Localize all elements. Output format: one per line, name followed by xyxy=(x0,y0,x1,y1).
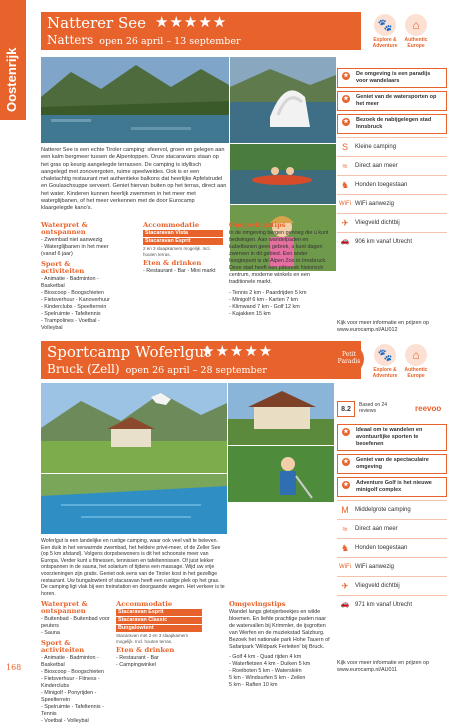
petit-paradis-badge: Petit Paradis xyxy=(334,344,364,374)
wifi-icon: WiFi xyxy=(339,201,351,207)
camp1-photo-lake xyxy=(40,56,228,142)
camp2-subtitle xyxy=(47,362,267,376)
camp2-highlight: ★ Geniet van de spectaculaire omgeving xyxy=(337,454,447,474)
camp2-highlight: ★ Ideaal om te wandelen en avontuurlijke sporten te beoefenen xyxy=(337,424,447,451)
list-item: - Zwembad niet aanwezig xyxy=(41,237,103,243)
camp2-accom-title: Accommodatie xyxy=(116,600,173,608)
authentic-europe-icon: ⌂ xyxy=(405,344,427,366)
camp2-facility: 🚗 971 km vanaf Utrecht xyxy=(337,595,447,614)
camp2-open-dates: open 26 april – 28 september xyxy=(125,365,267,376)
camp1-features xyxy=(337,68,447,251)
camp2-env-title: Omgevingstips xyxy=(229,600,286,608)
rating-label: Based on 24 reviews xyxy=(359,402,388,414)
camp1-facility: WiFi WiFi aanwezig xyxy=(337,194,447,213)
camp2-food-title: Eten & drinken xyxy=(116,646,175,654)
camp2-facility: ✈ Vliegveld dichtbij xyxy=(337,576,447,595)
camp2-photo-pool xyxy=(40,473,226,533)
highlight-icon: ★ xyxy=(343,73,349,79)
airport-icon: ✈ xyxy=(341,218,349,228)
camp2-photo-mountains xyxy=(40,382,226,472)
camp2-more-info: Kijk voor meer informatie en prijzen op www.eurocamp.nl/AU011 xyxy=(337,660,429,673)
camp2-photo-chalet xyxy=(227,382,333,444)
camp2-sport-title: Sport & activiteiten xyxy=(41,639,85,654)
camp2-col-water-sport-list xyxy=(41,598,113,725)
camp2-facility: WiFi WiFi aanwezig xyxy=(337,557,447,576)
camp1-highlight: ★ Bezoek de nabijgelegen stad Innsbruck xyxy=(337,114,447,134)
highlight-icon: ★ xyxy=(343,482,349,488)
camp2-photo-golf xyxy=(227,445,333,501)
list-item: - Roeiboten 5 km - Waterskiën xyxy=(229,668,302,674)
dog-icon: ♞ xyxy=(340,543,350,553)
accom-item: Stacaravan Esprit xyxy=(116,609,202,616)
highlight-icon: ★ xyxy=(343,459,349,465)
list-item: - Bioscoop - Boogschieten xyxy=(41,669,104,675)
page-number: 168 xyxy=(6,663,22,672)
camp1-accom-note: 2 en 3 slaapkamers mogelijk. Incl. houten terras. xyxy=(143,246,211,257)
country-side-tab xyxy=(0,0,26,120)
camp1-more-info: Kijk voor meer informatie en prijzen op www.eurocamp.nl/AU012 xyxy=(337,320,429,333)
camp1-tag-authentic xyxy=(402,14,430,49)
camp1-header xyxy=(41,12,361,50)
explore-adventure-icon: 🐾 xyxy=(374,344,396,366)
list-item: - Waterfietsen 4 km - Duiken 5 km xyxy=(229,661,311,667)
list-item: - Golf 4 km - Quad rijden 4 km xyxy=(229,654,302,660)
list-item: - Fietsverhuur - Fitness - Kinderclubs xyxy=(41,676,100,689)
camp2-tag-authentic-label: Authentic Europe xyxy=(404,367,428,379)
camp1-tag-explore xyxy=(371,14,399,49)
list-item: - Minigolf 6 km - Karten 7 km xyxy=(229,297,298,303)
camp1-facility: 🚗 906 km vanaf Utrecht xyxy=(337,232,447,251)
accom-item: Stacaravan Classic xyxy=(116,617,202,624)
list-item: - Trampolines - Voetbal - Volleybal xyxy=(41,318,100,331)
airport-icon: ✈ xyxy=(341,581,349,591)
list-item: - Bioscoop - Boogschieten xyxy=(41,290,104,296)
camp2-col-env xyxy=(229,598,333,689)
list-item: - Minigolf - Ponyrijden - Speelterrein xyxy=(41,690,97,703)
camp1-name: Natterer See xyxy=(47,14,147,32)
highlight-icon: ★ xyxy=(343,429,349,435)
accom-item: Bungalowtent xyxy=(116,625,202,632)
list-item: - Restaurant - Bar xyxy=(116,655,159,661)
camp1-location: Natters xyxy=(47,33,94,47)
camp1-highlight: ★ Geniet van de watersporten op het meer xyxy=(337,91,447,111)
highlight-icon: ★ xyxy=(343,96,349,102)
camp1-col-water-sport xyxy=(41,219,111,332)
camp1-facility: ✈ Vliegveld dichtbij xyxy=(337,213,447,232)
camp2-col-accom-food xyxy=(116,598,202,669)
camping-size-icon: M xyxy=(341,505,349,515)
car-icon: 🚗 xyxy=(340,238,350,245)
camp2-facility: ≈ Direct aan meer xyxy=(337,519,447,538)
list-item: 5 km - Windsurfen 5 km - Zeilen xyxy=(229,675,306,681)
sea-icon: ≈ xyxy=(342,524,348,534)
accom-item: Stacaravan Esprit xyxy=(143,238,223,245)
list-item: - Waterglijbanen in het meer (vanaf 6 jaar) xyxy=(41,244,109,257)
camp2-header xyxy=(41,341,361,379)
list-item: - Fietsverhuur - Kanoverhuur xyxy=(41,297,110,303)
car-icon: 🚗 xyxy=(340,601,350,608)
highlight-icon: ★ xyxy=(343,119,349,125)
authentic-europe-icon: ⌂ xyxy=(405,14,427,36)
list-item: - Campingwinkel xyxy=(116,662,156,668)
camp1-env-title: Omgevingstips xyxy=(229,221,286,229)
camp1-col-accom-food xyxy=(143,219,223,275)
list-item: - Spelruimte - Tafeltennis - Tennis xyxy=(41,704,104,717)
camp1-description: Natterer See is een echte Tiroler camping: sfeervol, groen en gelegen aan een kalm bergmeer tussen de Alpentoppen. Onze stacaravans staan op het gras op keurig aangelegde terrassen. De camping is idyllisch aangelegd met zonovergoten, ruime speelweides. Ook is er een chaletachtig restaurant met authentieke balkons dat heerlijke Apfelstrudel en Goulaschsuppe serveert. Geniet hiervan buiten op het terras, direct aan het water. Kinderen kunnen heerlijk zwemmen in het meer met waterglijbanen, of het meer verkennen met de door Eurocamp klaargelegde kano's. xyxy=(41,147,227,212)
list-item: - Voetbal - Volleybal xyxy=(41,718,89,724)
camp1-photo-slide xyxy=(229,56,335,142)
camp1-open-dates: open 26 april – 13 september xyxy=(99,36,241,47)
camp1-photo-canoe xyxy=(229,143,335,203)
camp1-water-title: Waterpret & ontspannen xyxy=(41,221,88,236)
camp2-tag-explore-label: Explore & Adventure xyxy=(372,367,398,379)
camp2-rating xyxy=(337,401,449,421)
list-item: 5 km - Raften 10 km xyxy=(229,682,278,688)
camp2-accom-note: Stacaravan met 2 en 3 slaapkamers mogelijk. Incl. houten terras. xyxy=(116,633,189,644)
camp2-env-text: Wandel langs gletsjerbeekjes en wilde bloemen. En liefde prachtige paden naar de watervallen bij Krimmler, de ijsgrotten van Werfen en de muziekstad Salzburg. Bezoek het nationale park Hohe Tauern of Safaripark 'Wildpark Ferleiten' bij Bruck. xyxy=(229,609,330,650)
camping-size-icon: S xyxy=(341,142,348,152)
list-item: - Animatie - Badminton - Basketbal xyxy=(41,655,99,668)
camp2-facility: ♞ Honden toegestaan xyxy=(337,538,447,557)
camp2-highlight: ★ Adventure Golf is het nieuwe minigolf complex xyxy=(337,477,447,497)
sea-icon: ≈ xyxy=(342,161,348,171)
camp1-env-text: In de omgeving bergen genoeg die u kunt bedwingen. Aan wandelpaden en kabelbanen geen gebrek, u kunt dagen zwerven in dit gebied. Een ander hoogtepunt is de Alpen Zoo in Innsbruck. Deze stad heeft een pittoresk historisch centrum, moderne winkels en een traditionele markt. xyxy=(229,230,329,285)
list-item: - Klimwand 7 km - Golf 12 km xyxy=(229,304,300,310)
camp1-stars: ★★★★★ xyxy=(155,14,228,31)
camp1-subtitle xyxy=(47,33,241,47)
camp1-highlight: ★ De omgeving is een paradijs voor wandelaars xyxy=(337,68,447,88)
camp1-tag-explore-label: Explore & Adventure xyxy=(372,37,398,49)
camp1-facility: S Kleine camping xyxy=(337,137,447,156)
camp2-features xyxy=(337,424,447,614)
camp2-name: Sportcamp Woferlgut xyxy=(47,343,211,361)
camp1-food-title: Eten & drinken xyxy=(143,259,202,267)
camp2-facility: M Middelgrote camping xyxy=(337,500,447,519)
reevoo-logo: reevoo xyxy=(415,404,442,413)
country-label: Oostenrijk xyxy=(4,47,19,112)
list-item: - Spelruimte - Tafeltennis xyxy=(41,311,101,317)
camp2-tag-authentic xyxy=(402,344,430,379)
camp2-location: Bruck (Zell) xyxy=(47,362,120,376)
list-item: - Restaurant - Bar - Mini markt xyxy=(143,268,216,274)
list-item: - Kinderclubs - Speelterrein xyxy=(41,304,107,310)
camp1-accom-title: Accommodatie xyxy=(143,221,200,229)
list-item: - Animatie - Badminton - Basketbal xyxy=(41,276,99,289)
camp1-col-env xyxy=(229,219,333,318)
rating-score: 8.2 xyxy=(337,401,355,417)
accom-item: Stacaravan Vista xyxy=(143,230,223,237)
camp2-description: Woferlgut is een landelijke en rustige camping, waar ook veel valt te beleven. Een duik in het verwarmde zwembad, het heldere privé-meer, of de Zeller See (op 5 km afstand). Volgens dorpsbewoners is dit het schoonste meer van Europa. Verder kunt u fitnessen, tennissen en tafeltennissen. Of juist lekker ontspannen in de sauna, het solarium of tijdens een massage. Wijd uw vrije voorzieningen zijn gratis. Geniet ook eens van de Tiroler kost in het gezellige restaurant. Uw bungalowtent of stacaravan heeft een rustige plek op het gras. De camping ligt vlak bij een treinstation en doorgaande wegen. Het verkeer is te horen. xyxy=(41,538,225,597)
list-item: - Buitenbad - Buitenbad voor peuters xyxy=(41,616,110,629)
camp1-facility: ≈ Direct aan meer xyxy=(337,156,447,175)
camp1-tag-authentic-label: Authentic Europe xyxy=(404,37,428,49)
list-item: - Tennis 2 km - Paardrijden 5 km xyxy=(229,290,307,296)
camp2-stars: ★★★★★ xyxy=(201,343,274,360)
wifi-icon: WiFi xyxy=(339,564,351,570)
camp2-water-title: Waterpret & ontspannen xyxy=(41,600,88,615)
explore-adventure-icon: 🐾 xyxy=(374,14,396,36)
dog-icon: ♞ xyxy=(340,180,350,190)
camp2-tag-explore xyxy=(371,344,399,379)
camp1-facility: ♞ Honden toegestaan xyxy=(337,175,447,194)
camp1-sport-title: Sport & activiteiten xyxy=(41,260,85,275)
list-item: - Kajakken 15 km xyxy=(229,311,271,317)
list-item: - Sauna xyxy=(41,630,60,636)
